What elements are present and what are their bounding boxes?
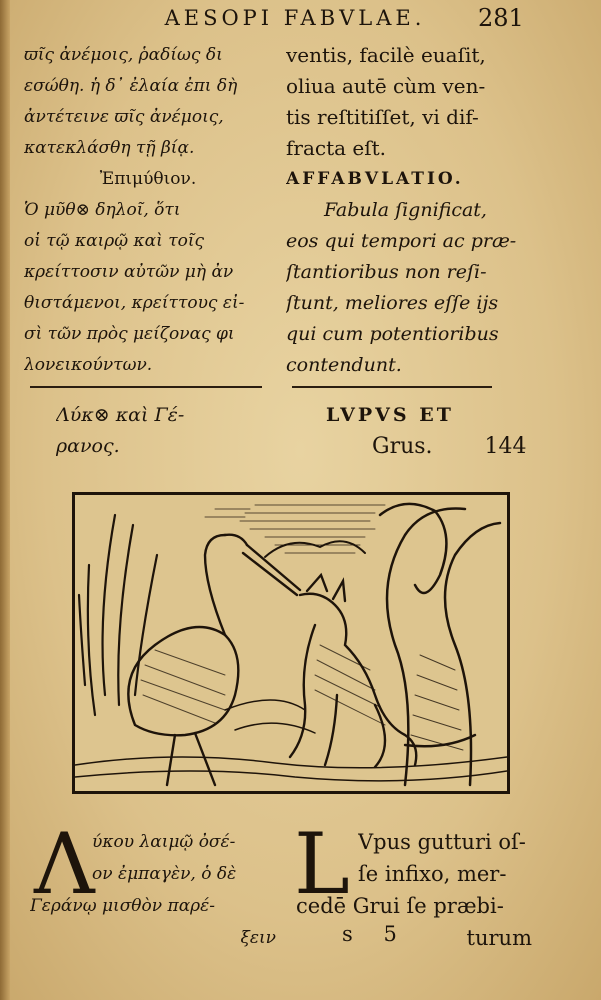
latin-moral-line: ſtantioribus non reſi- — [286, 261, 487, 283]
greek-fable-line: ον ἐμπαγὲν, ὁ δὲ — [92, 864, 237, 884]
latin-fable-line: cedē Grui ſe præbi- — [296, 894, 504, 918]
latin-moral-line: eos qui tempori ac præ- — [286, 230, 517, 252]
latin-line: tis reſtitiſſet, vi dif- — [286, 105, 479, 129]
latin-fable-line: Vpus gutturi oſ- — [358, 830, 526, 854]
woodcut-illustration — [72, 492, 510, 794]
greek-moral-line: Ὁ μῦθ⊗ δηλοῖ, ὅτι — [24, 200, 181, 220]
latin-moral-line: qui cum potentioribus — [286, 323, 499, 345]
greek-fable-title — [56, 400, 276, 462]
latin-title-caps: LVPVS ET — [326, 404, 454, 426]
greek-fable-body — [30, 826, 282, 954]
latin-fable-line: ſe infixo, mer- — [358, 862, 507, 886]
greek-fable-line: Γεράνῳ μισθὸν παρέ- — [30, 896, 216, 916]
page-gutter — [0, 0, 10, 1000]
latin-line: oliua autē cùm ven- — [286, 74, 486, 98]
greek-moral-line: θιστάμενοι, κρείττους εἰ- — [24, 293, 245, 313]
latin-drop-cap: L — [294, 815, 350, 913]
latin-fable-catchword: turum — [466, 926, 532, 950]
greek-moral-line: οἱ τῷ καιρῷ καὶ τοῖς — [24, 231, 205, 251]
greek-title-line: ρανος. — [56, 435, 120, 457]
greek-moral-line: λονεικούντων. — [24, 355, 153, 375]
greek-fable-line: ύκου λαιμῷ ὀσέ- — [92, 832, 236, 852]
latin-fable-title — [326, 400, 556, 462]
greek-line: εσώθη. ἡ δ᾽ ἐλαία ἐπι δὴ — [24, 76, 238, 96]
latin-line: ventis, facilè euaſit, — [286, 43, 486, 67]
greek-line: ϖῖς ἀνέμοις, ῥαδίως δι — [24, 45, 223, 65]
greek-fable-catchword: ξειν — [240, 928, 276, 948]
greek-title-line: Λύκ⊗ καὶ Γέ- — [56, 404, 185, 426]
greek-drop-cap: Λ — [34, 815, 95, 913]
section-rule-right — [292, 386, 492, 388]
epimythion-heading: Ἐπιμύθιον. — [99, 169, 197, 189]
crane-and-wolf-woodcut — [75, 495, 507, 791]
affabulatio-heading: AFFABVLATIO. — [286, 169, 464, 189]
latin-title-word: Grus. — [372, 434, 433, 459]
greek-line: ἀντέτεινε ϖῖς ἀνέμοις, — [24, 107, 224, 127]
fable-number: 144 — [484, 434, 527, 459]
signature-mark: s 5 — [342, 922, 409, 946]
latin-title-row — [326, 431, 556, 462]
latin-column — [286, 40, 536, 381]
greek-moral-line: κρείττοσιν αὐτῶν μὴ ἀν — [24, 262, 234, 282]
greek-column — [24, 40, 272, 381]
latin-moral-line: ſtunt, meliores eſſe ijs — [286, 292, 499, 314]
latin-moral-line: Fabula ſignificat, — [324, 199, 487, 221]
latin-line: fracta eſt. — [286, 136, 387, 160]
page-number: 281 — [478, 4, 524, 32]
greek-moral-line: σὶ τῶν πρὸς μείζονας φι — [24, 324, 235, 344]
running-title: AESOPI FABVLAE. — [164, 6, 426, 30]
greek-line: κατεκλάσθη τῇ βίᾳ. — [24, 138, 195, 158]
section-rule-left — [30, 386, 262, 388]
latin-moral-line: contendunt. — [286, 354, 402, 376]
